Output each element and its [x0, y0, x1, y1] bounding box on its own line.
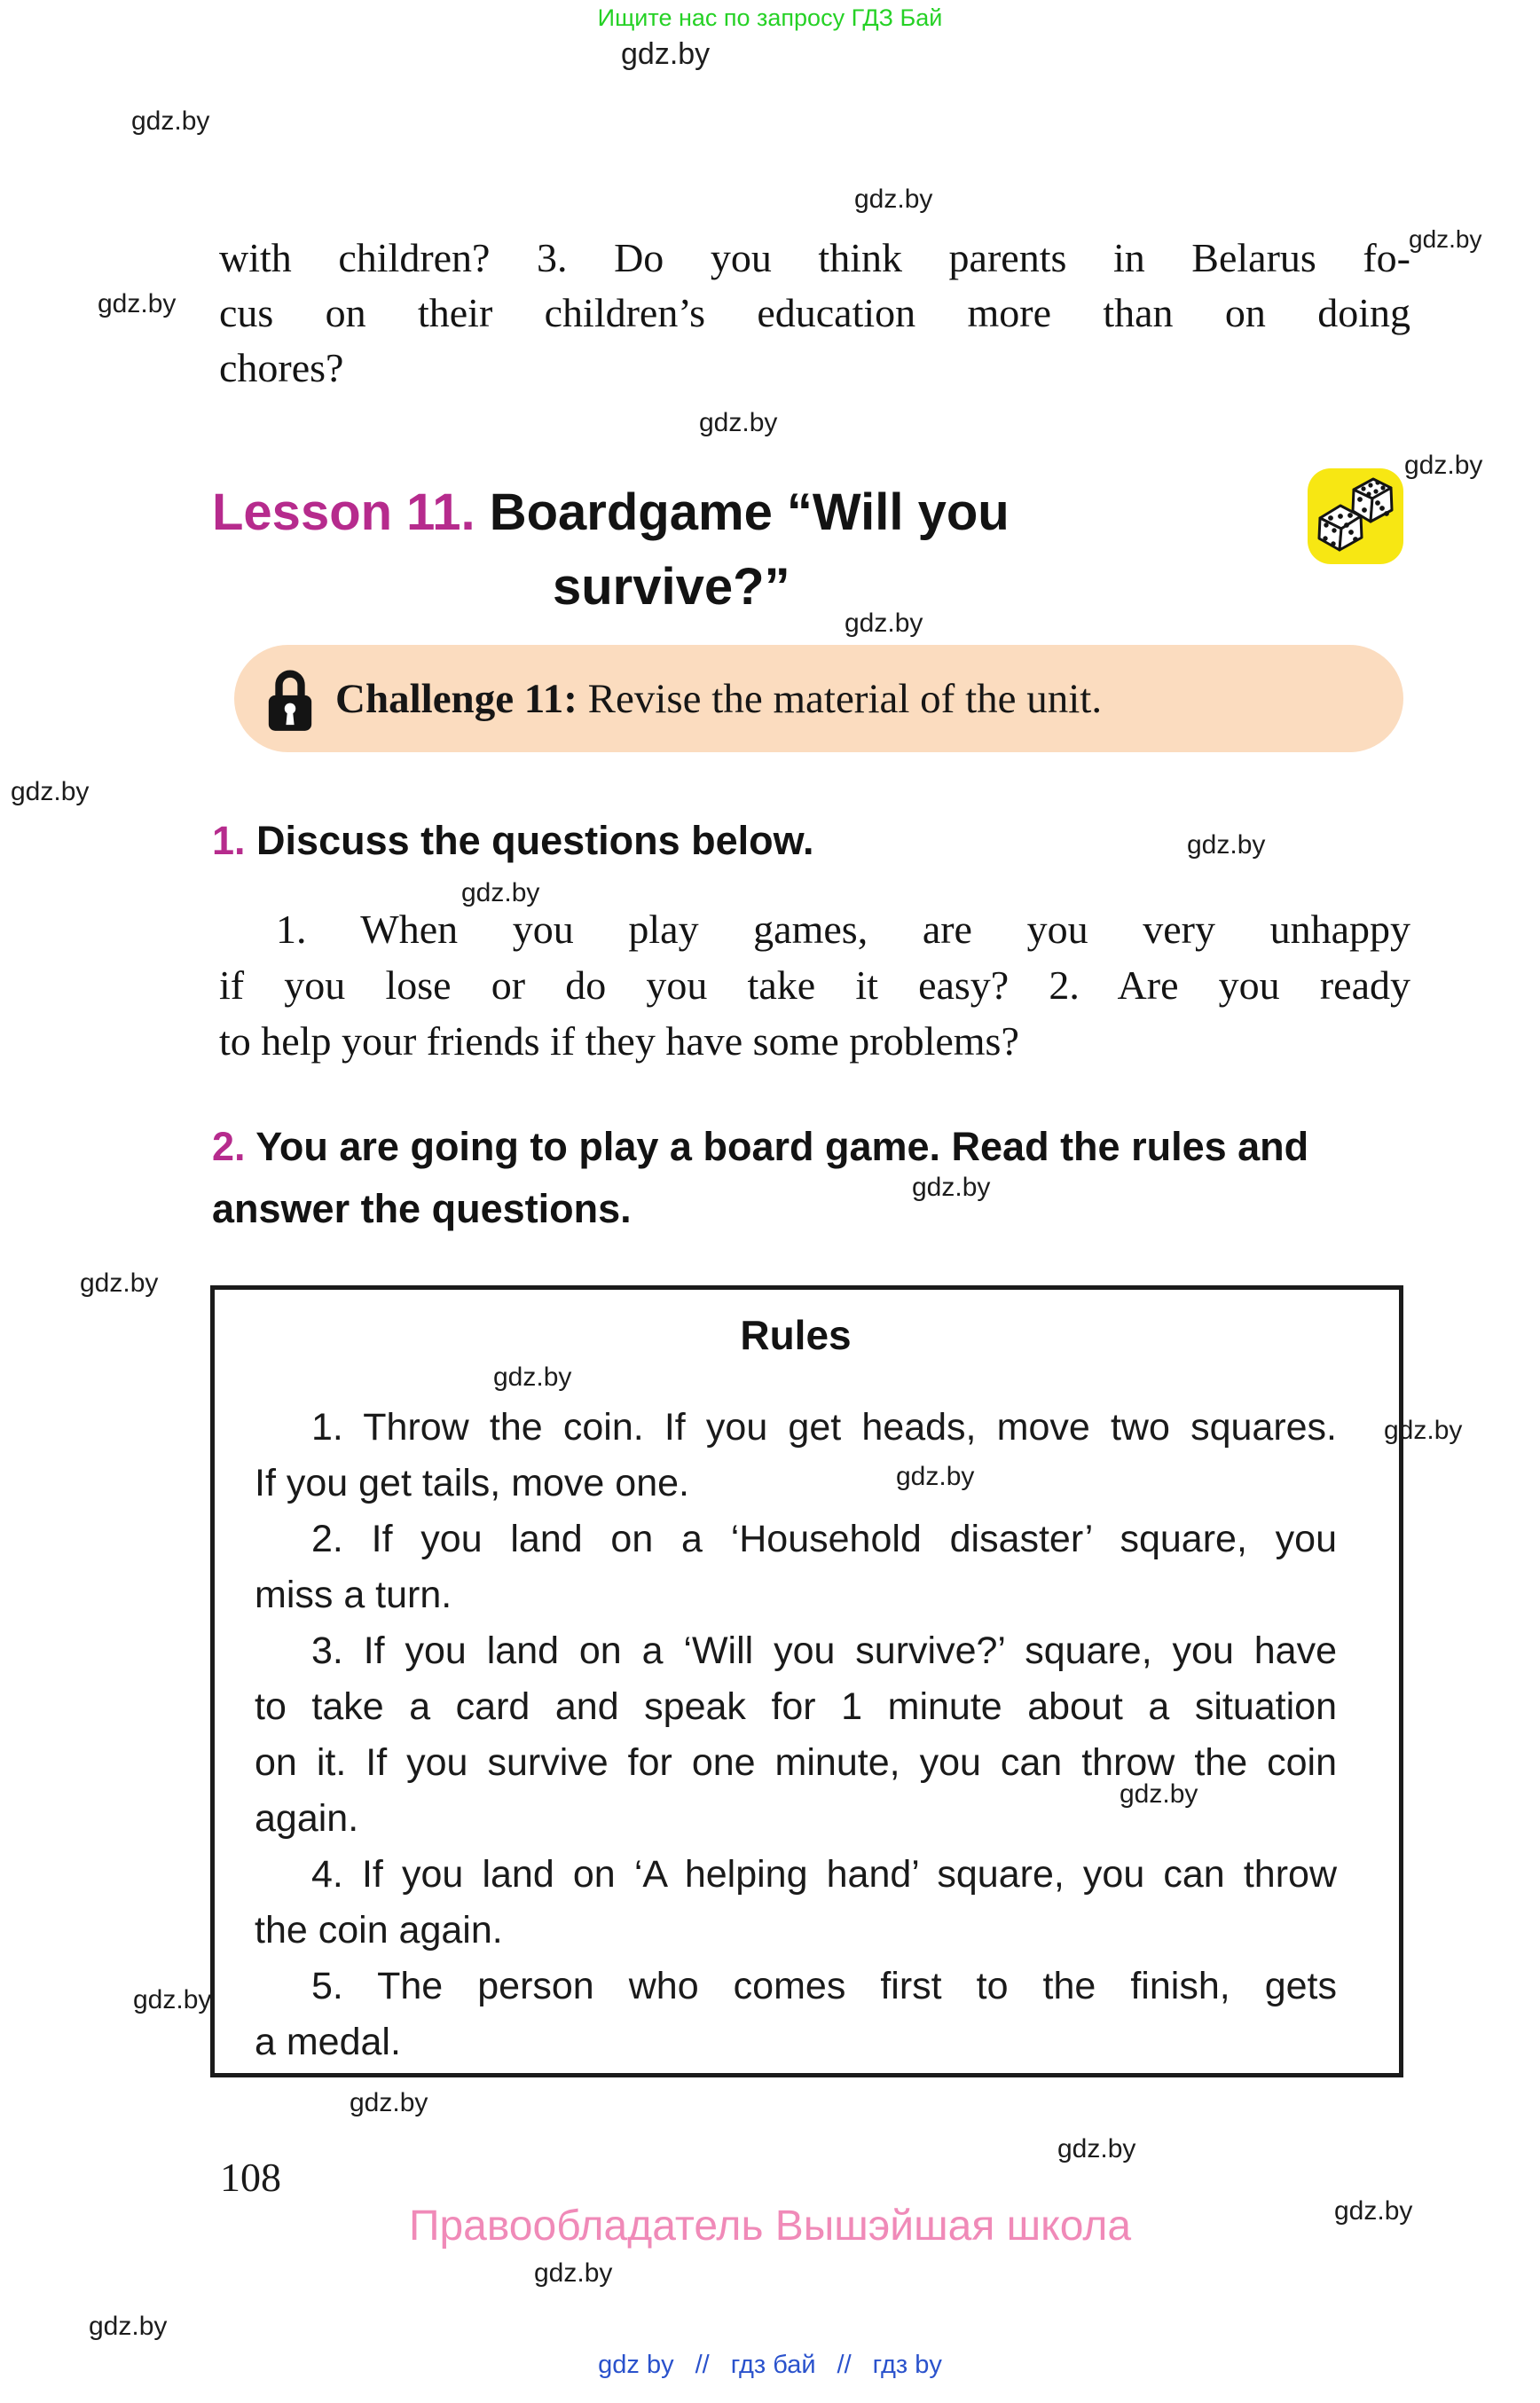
copyright-line: Правообладатель Вышэйшая школа: [408, 2203, 1132, 2250]
gdz-watermark: gdz.by: [98, 289, 177, 318]
gdz-watermark: gdz.by: [896, 1462, 975, 1491]
lesson-title-line2: survive?”: [553, 558, 790, 616]
text-line: 1. Throw the coin. If you get heads, move two squares.: [311, 1406, 1337, 1449]
text-line: If you get tails, move one.: [255, 1462, 689, 1504]
dice-icon-svg: [1308, 468, 1403, 564]
lesson-title-line1: Boardgame “Will you: [489, 483, 1010, 541]
footer-link[interactable]: гдз by: [872, 2351, 942, 2379]
gdz-watermark: gdz.by: [621, 37, 711, 71]
challenge-description: Revise the material of the unit.: [587, 675, 1103, 722]
text-line: 5. The person who comes first to the finish, gets: [311, 1965, 1337, 2007]
gdz-watermark: gdz.by: [1334, 2196, 1413, 2226]
text-line: a medal.: [255, 2021, 401, 2063]
task1-questions: [219, 901, 1410, 1069]
challenge-label: Challenge 11:: [335, 675, 578, 722]
rules-title: Rules: [740, 1312, 852, 1358]
gdz-watermark: gdz.by: [854, 185, 933, 214]
rules-box: [210, 1285, 1403, 2077]
text-line: 1. When you play games, are you very unhappy: [276, 907, 1410, 952]
text-line: chores?: [219, 345, 344, 390]
challenge-box: [234, 645, 1403, 752]
rules-body: [255, 1400, 1337, 2070]
task2-title-line1: You are going to play a board game. Read the rules and: [255, 1124, 1309, 1169]
gdz-watermark: gdz.by: [1384, 1416, 1463, 1445]
gdz-watermark: gdz.by: [699, 408, 778, 437]
gdz-watermark: gdz.by: [1187, 830, 1266, 860]
text-line: 3. If you land on a ‘Will you survive?’ square, you have: [311, 1629, 1337, 1672]
text-line: cus on their children’s education more than on doing: [219, 290, 1410, 335]
gdz-watermark: gdz.by: [534, 2258, 613, 2288]
task2-number: 2.: [212, 1124, 246, 1169]
gdz-watermark: gdz.by: [1404, 451, 1483, 480]
text-line: again.: [255, 1797, 359, 1840]
task1-heading: [212, 818, 814, 864]
lesson-heading: [212, 475, 1010, 624]
gdz-watermark: gdz.by: [131, 106, 210, 136]
footer-links: [0, 2351, 1540, 2380]
lesson-number: Lesson 11.: [212, 483, 475, 541]
text-line: if you lose or do you take it easy? 2. Are you ready: [219, 962, 1410, 1008]
gdz-watermark: gdz.by: [1409, 225, 1482, 253]
task2-title-line2: answer the questions.: [212, 1186, 632, 1231]
gdz-watermark: gdz.by: [11, 777, 90, 806]
intro-paragraph: [219, 231, 1410, 396]
gdz-watermark: gdz.by: [89, 2312, 168, 2341]
text-line: miss a turn.: [255, 1574, 452, 1616]
lesson-heading-line1: [212, 475, 1010, 550]
task1-title: Discuss the questions below.: [256, 818, 814, 863]
gdz-watermark: gdz.by: [912, 1173, 991, 1202]
gdz-watermark: gdz.by: [461, 878, 540, 907]
footer-link[interactable]: гдз бай: [730, 2351, 816, 2379]
task2-heading-line1: [212, 1116, 1308, 1178]
gdz-watermark: gdz.by: [350, 2088, 428, 2117]
text-line: to take a card and speak for 1 minute about a situation: [255, 1685, 1337, 1728]
footer-link-separator: //: [837, 2351, 852, 2379]
gdz-watermark: gdz.by: [845, 609, 923, 638]
challenge-text: [335, 675, 1102, 723]
promo-banner: Ищите нас по запросу ГДЗ Бай: [597, 4, 943, 31]
text-line: with children? 3. Do you think parents in Belarus fo-: [219, 235, 1410, 280]
text-line: to help your friends if they have some problems?: [219, 1018, 1019, 1064]
task2-heading: [212, 1116, 1308, 1240]
dice-icon: [1308, 468, 1403, 564]
gdz-watermark: gdz.by: [133, 1985, 212, 2014]
gdz-watermark: gdz.by: [80, 1268, 159, 1298]
lock-icon: [268, 665, 312, 733]
gdz-watermark: gdz.by: [1057, 2134, 1136, 2163]
footer-link[interactable]: gdz by: [598, 2351, 674, 2379]
text-line: 4. If you land on ‘A helping hand’ square, you can throw: [311, 1853, 1337, 1896]
text-line: on it. If you survive for one minute, you can throw the coin: [255, 1741, 1337, 1784]
gdz-watermark: gdz.by: [493, 1362, 572, 1392]
footer-link-separator: //: [695, 2351, 710, 2379]
gdz-watermark: gdz.by: [1120, 1779, 1198, 1809]
task1-number: 1.: [212, 818, 246, 863]
text-line: 2. If you land on a ‘Household disaster’ square, you: [311, 1518, 1337, 1560]
page-number: 108: [220, 2155, 281, 2200]
text-line: the coin again.: [255, 1909, 503, 1951]
